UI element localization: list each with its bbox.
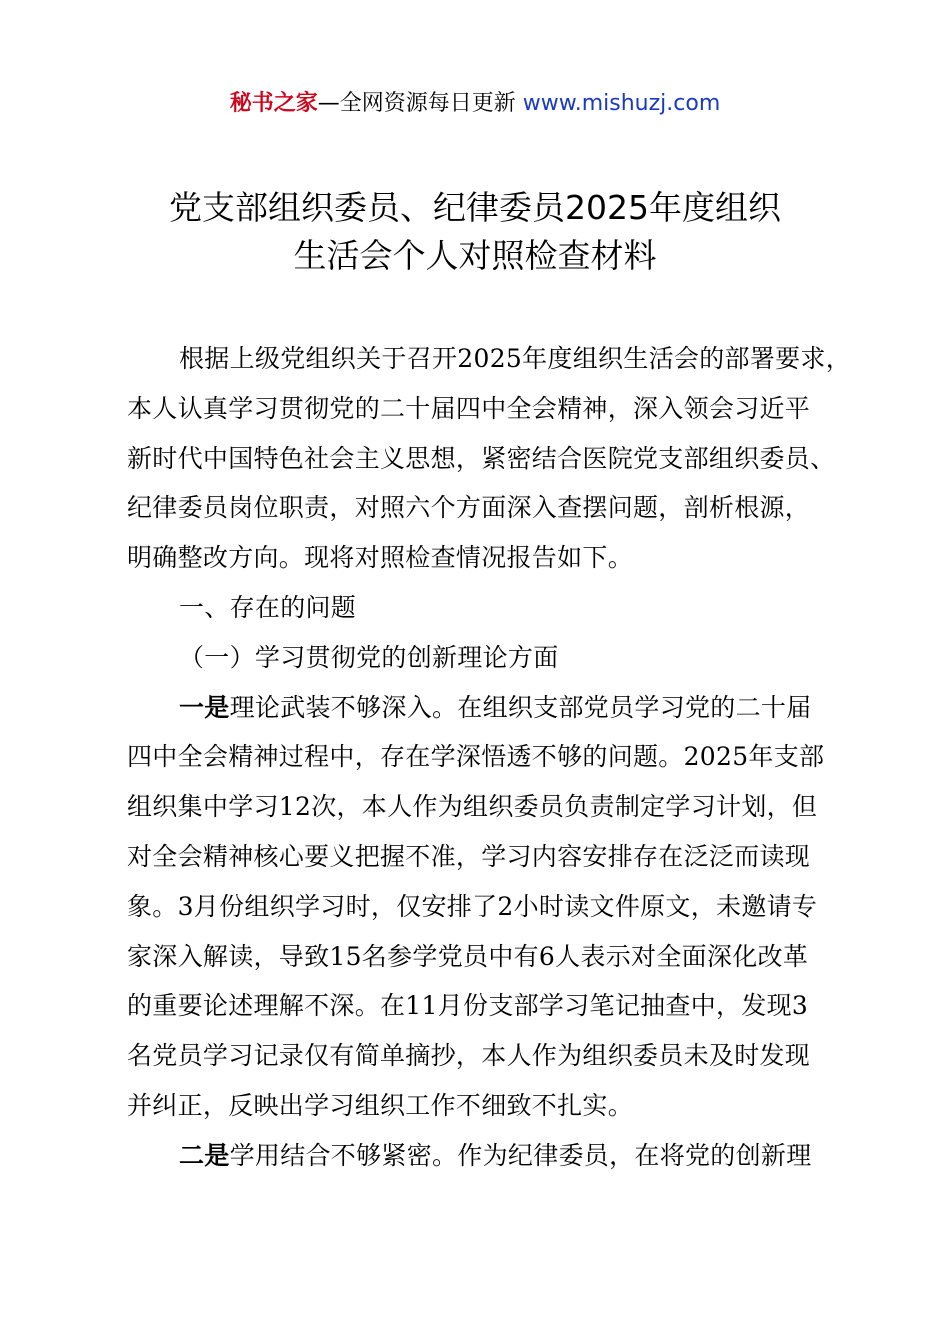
body-line: 象。3月份组织学习时，仅安排了2小时读文件原文，未邀请专	[127, 891, 818, 921]
point-lead: 二是	[179, 1140, 230, 1170]
point-text: 学用结合不够紧密。作为纪律委员，在将党的创新理	[229, 1140, 812, 1170]
site-header	[0, 88, 950, 120]
document-body	[127, 334, 852, 1181]
point-text: 理论武装不够深入。在组织支部党员学习党的二十届	[229, 692, 812, 722]
body-line: 纪律委员岗位职责，对照六个方面深入查摆问题，剖析根源，	[127, 493, 811, 523]
body-line: 的重要论述理解不深。在11月份支部学习笔记抽查中，发现3	[127, 991, 809, 1021]
title-line: 党支部组织委员、纪律委员2025年度组织	[169, 188, 781, 227]
body-line: 本人认真学习贯彻党的二十届四中全会精神，深入领会习近平	[127, 393, 811, 423]
site-slogan: —全网资源每日更新	[317, 91, 523, 116]
document-title	[100, 184, 850, 280]
body-line: 明确整改方向。现将对照检查情况报告如下。	[127, 543, 634, 573]
body-line: 家深入解读，导致15名参学党员中有6人表示对全面深化改革	[127, 941, 809, 971]
body-line: 四中全会精神过程中，存在学深悟透不够的问题。2025年支部	[127, 742, 825, 772]
body-line: 并纠正，反映出学习组织工作不细致不扎实。	[127, 1090, 634, 1120]
point-lead: 一是	[179, 692, 230, 722]
subsection-heading: （一）学习贯彻党的创新理论方面	[179, 642, 559, 672]
body-line: 对全会精神核心要义把握不准，学习内容安排存在泛泛而读现	[127, 841, 811, 871]
body-line: 根据上级党组织关于召开2025年度组织生活会的部署要求，	[179, 344, 852, 373]
section-heading: 一、存在的问题	[179, 592, 357, 622]
body-line	[127, 1131, 837, 1181]
site-url[interactable]: www.mishuzj.com	[522, 91, 721, 116]
body-line	[127, 683, 837, 733]
body-line: 组织集中学习12次，本人作为组织委员负责制定学习计划，但	[127, 792, 818, 822]
site-brand: 秘书之家	[229, 91, 318, 116]
body-line: 名党员学习记录仅有简单摘抄，本人作为组织委员未及时发现	[127, 1041, 811, 1071]
body-line: 新时代中国特色社会主义思想，紧密结合医院党支部组织委员、	[127, 443, 836, 473]
title-line: 生活会个人对照检查材料	[293, 236, 657, 275]
